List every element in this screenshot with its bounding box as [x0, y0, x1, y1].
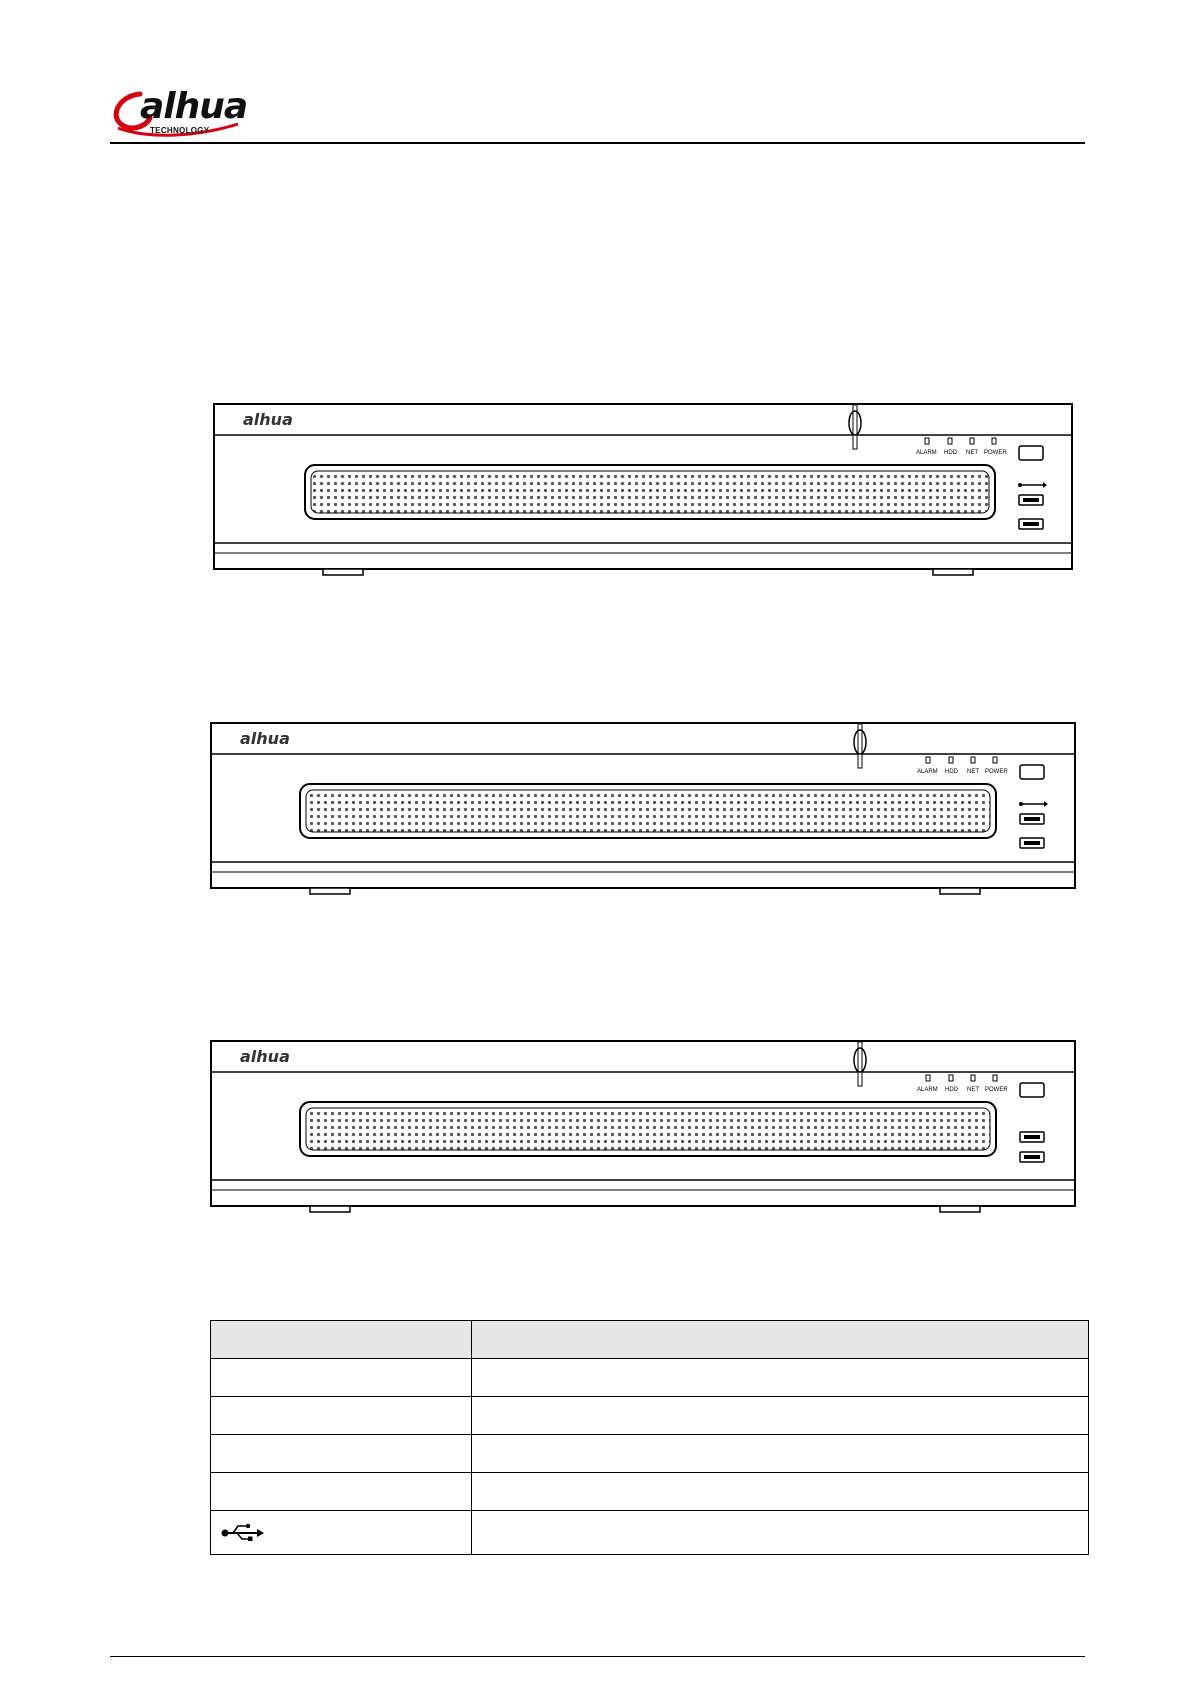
table-row — [211, 1397, 1089, 1435]
indicator-power-label: POWER — [984, 450, 1007, 456]
device-front-panel-2 — [210, 722, 1076, 907]
table-cell-function — [472, 1359, 1089, 1397]
table-cell-name — [211, 1435, 472, 1473]
table-header-row — [211, 1321, 1089, 1359]
indicator-alarm-label: ALARM — [917, 1087, 938, 1093]
logo-sub-text: TECHNOLOGY — [150, 126, 210, 135]
indicator-power-label: POWER — [985, 1087, 1008, 1093]
header-divider — [110, 142, 1085, 144]
table-row — [211, 1511, 1089, 1555]
device-front-panel-3 — [210, 1040, 1076, 1225]
table-cell-name — [211, 1359, 472, 1397]
device-front-panel-1 — [213, 403, 1073, 588]
table-row — [211, 1435, 1089, 1473]
panel-brand-text: alhua — [243, 410, 293, 429]
indicator-alarm-label: ALARM — [917, 769, 938, 775]
indicator-hdd-label: HDD — [945, 769, 958, 775]
front-panel-table — [210, 1320, 1089, 1555]
indicator-hdd-label: HDD — [944, 450, 957, 456]
page-header — [110, 88, 1085, 146]
table-header-cell — [472, 1321, 1089, 1359]
table-cell-function — [472, 1435, 1089, 1473]
logo-brand-text: alhua — [140, 86, 248, 127]
footer-divider — [110, 1656, 1085, 1657]
indicator-net-label: NET — [967, 769, 979, 775]
panel-brand-text: alhua — [240, 1047, 290, 1066]
table-cell-function — [472, 1397, 1089, 1435]
indicator-power-label: POWER — [985, 769, 1008, 775]
indicator-net-label: NET — [966, 450, 978, 456]
indicator-hdd-label: HDD — [945, 1087, 958, 1093]
table-row — [211, 1473, 1089, 1511]
usb-icon — [221, 1523, 265, 1543]
table-cell-name — [211, 1473, 472, 1511]
table-cell-function — [472, 1511, 1089, 1555]
table-cell-function — [472, 1473, 1089, 1511]
table-header-cell — [211, 1321, 472, 1359]
panel-brand-text: alhua — [240, 729, 290, 748]
table-cell-name — [211, 1397, 472, 1435]
indicator-alarm-label: ALARM — [916, 450, 937, 456]
table-cell-name — [211, 1511, 472, 1555]
indicator-net-label: NET — [967, 1087, 979, 1093]
table-row — [211, 1359, 1089, 1397]
dahua-logo — [110, 88, 270, 136]
